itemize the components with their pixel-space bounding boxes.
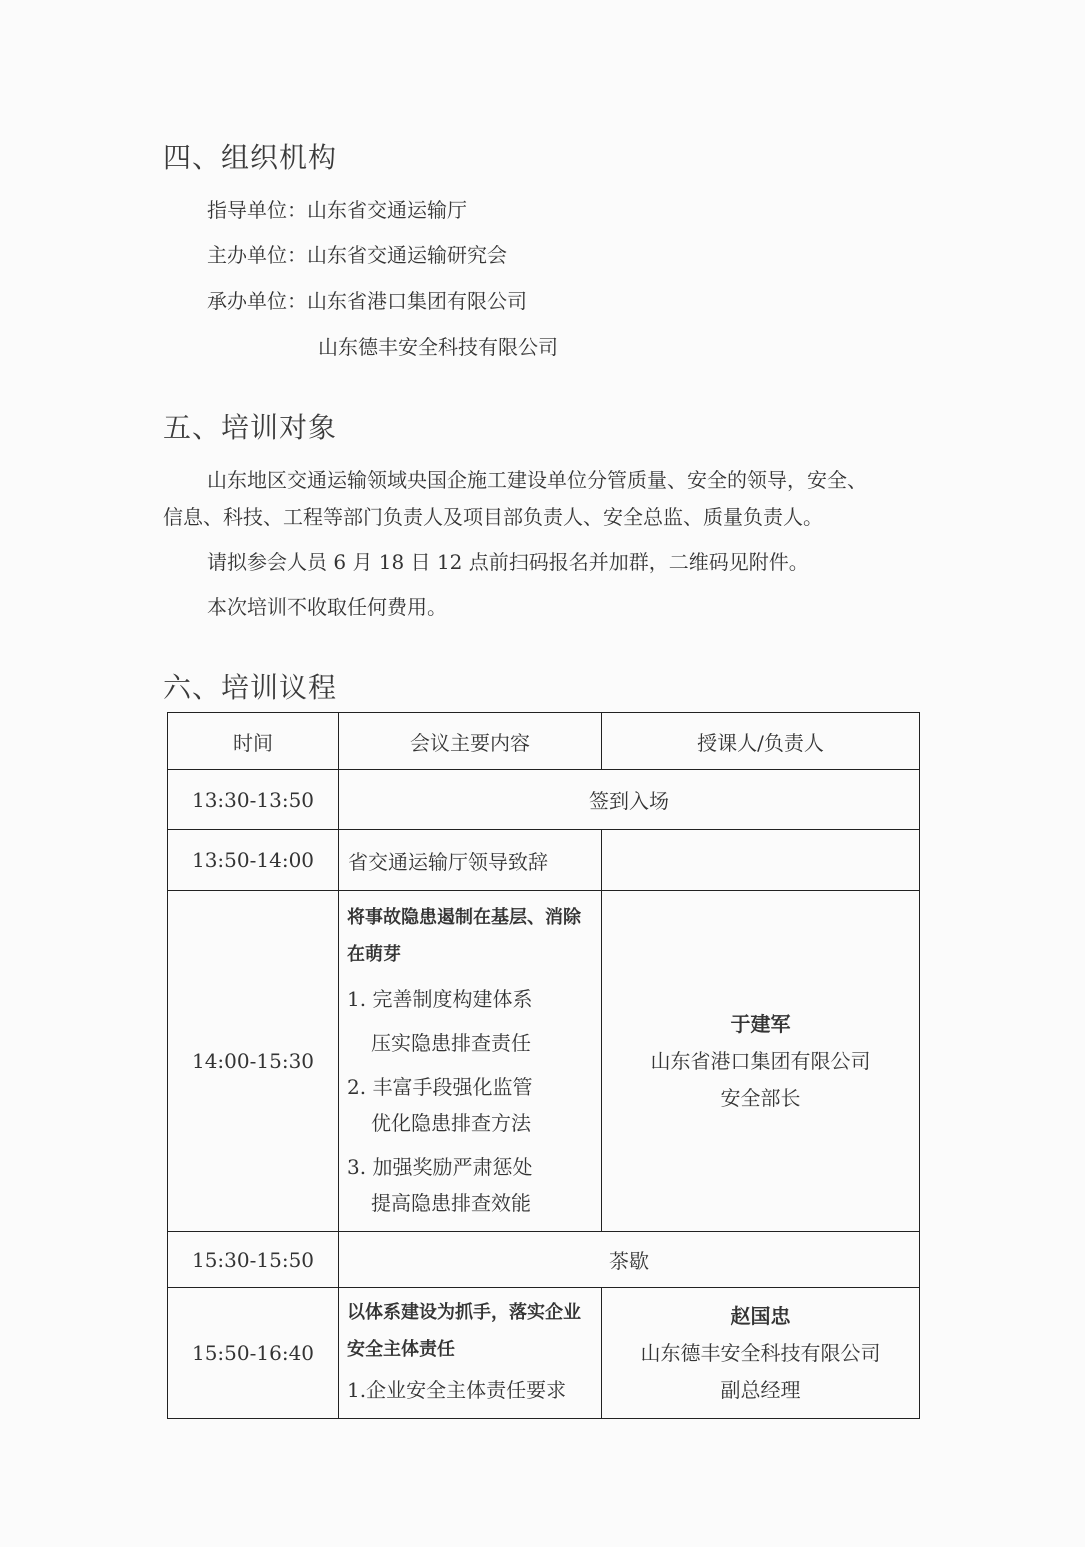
content-cell: 省交通运输厅领导致辞 (339, 830, 602, 891)
speaker-cell (602, 830, 920, 891)
time-cell: 14:00-15:30 (168, 891, 339, 1232)
agenda-item-sub: 提高隐患排查效能 (371, 1191, 531, 1215)
content-cell (339, 1288, 602, 1419)
agenda-item-sub: 优化隐患排查方法 (371, 1111, 531, 1135)
table-row (168, 1232, 920, 1288)
speaker-name: 于建军 (730, 1011, 791, 1036)
org-row-organizer-2 (318, 334, 558, 360)
org-row-guide (207, 197, 467, 223)
agenda-item: 2. 丰富手段强化监管 (347, 1075, 533, 1099)
org-label: 承办单位： (207, 289, 307, 313)
table-header-row (168, 713, 920, 770)
section-4-title: 四、组织机构 (163, 141, 338, 174)
content-cell (339, 891, 602, 1232)
header-content: 会议主要内容 (339, 713, 602, 770)
org-row-host (207, 242, 507, 268)
agenda-item-sub: 压实隐患排查责任 (371, 1031, 531, 1055)
topic-title-cont: 安全主体责任 (347, 1339, 455, 1360)
speaker-title: 副总经理 (720, 1377, 801, 1402)
table-row (168, 770, 920, 830)
header-speaker: 授课人/负责人 (602, 713, 920, 770)
speaker-org: 山东德丰安全科技有限公司 (640, 1340, 881, 1365)
speaker-cell (602, 891, 920, 1232)
org-label: 主办单位： (207, 243, 307, 267)
audience-line-2: 信息、科技、工程等部门负责人及项目部负责人、安全总监、质量负责人。 (163, 505, 823, 529)
org-value: 山东省港口集团有限公司 (307, 289, 527, 313)
agenda-item: 1.企业安全主体责任要求 (347, 1378, 567, 1402)
org-row-organizer (207, 288, 527, 314)
audience-line-1: 山东地区交通运输领域央国企施工建设单位分管质量、安全的领导，安全、 (207, 468, 867, 492)
section-5-title: 五、培训对象 (163, 411, 338, 444)
topic-title: 以体系建设为抓手，落实企业 (347, 1302, 581, 1323)
org-value: 山东省交通运输厅 (307, 198, 467, 222)
time-cell: 15:30-15:50 (168, 1232, 339, 1288)
topic-title: 将事故隐患遏制在基层、消除 (347, 907, 581, 928)
time-cell: 15:50-16:40 (168, 1288, 339, 1419)
header-time: 时间 (168, 713, 339, 770)
org-label: 指导单位： (207, 198, 307, 222)
org-value: 山东德丰安全科技有限公司 (318, 335, 558, 359)
agenda-item: 1. 完善制度构建体系 (347, 987, 533, 1011)
table-row (168, 830, 920, 891)
registration-note: 请拟参会人员 6 月 18 日 12 点前扫码报名并加群，二维码见附件。 (207, 550, 809, 574)
speaker-title: 安全部长 (720, 1085, 801, 1110)
time-cell: 13:30-13:50 (168, 770, 339, 830)
speaker-name: 赵国忠 (730, 1303, 791, 1328)
org-value: 山东省交通运输研究会 (307, 243, 507, 267)
merged-cell: 茶歇 (339, 1232, 920, 1288)
merged-cell: 签到入场 (339, 770, 920, 830)
section-6-title: 六、培训议程 (163, 671, 338, 704)
table-row (168, 891, 920, 1232)
speaker-cell (602, 1288, 920, 1419)
table-row (168, 1288, 920, 1419)
speaker-org: 山东省港口集团有限公司 (650, 1048, 871, 1073)
topic-title-cont: 在萌芽 (347, 944, 401, 965)
fee-note: 本次培训不收取任何费用。 (207, 595, 447, 619)
agenda-table (167, 712, 920, 1419)
agenda-item: 3. 加强奖励严肃惩处 (347, 1155, 533, 1179)
time-cell: 13:50-14:00 (168, 830, 339, 891)
